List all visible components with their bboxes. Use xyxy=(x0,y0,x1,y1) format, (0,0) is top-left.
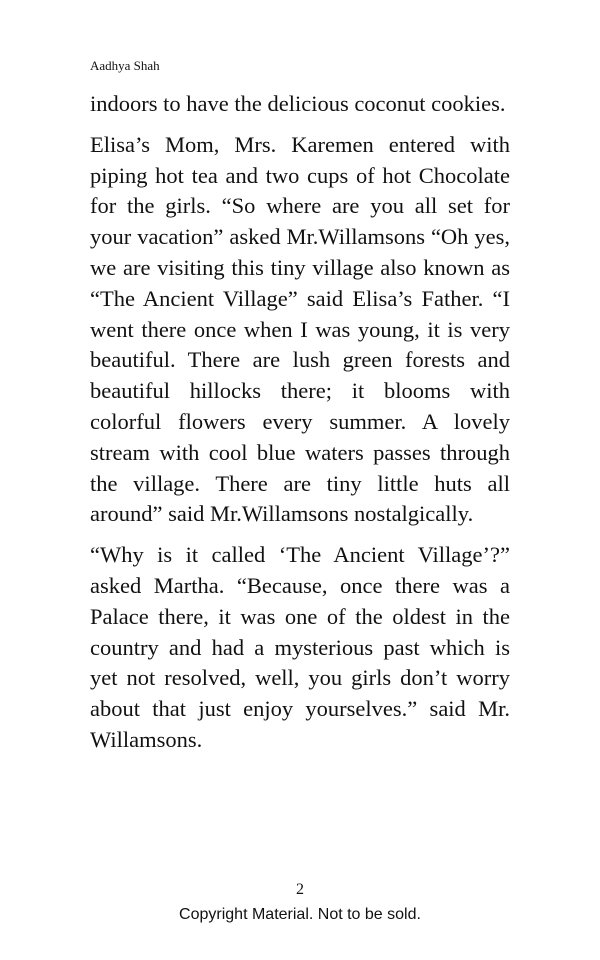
body-text xyxy=(90,89,510,766)
running-head-author: Aadhya Shah xyxy=(90,58,160,73)
paragraph: indoors to have the delicious coconut cookies. xyxy=(90,91,506,116)
paragraph: “Why is it called ‘The Ancient Village’?” asked Martha. “Because, once there was a Palace there, it was one of the oldest in the country and had a mysterious past which is yet not resolved, well, you girls don’t worry about that just enjoy yourselves.” said Mr. Willamsons. xyxy=(90,542,510,752)
page-number: 2 xyxy=(296,881,304,898)
copyright-notice: Copyright Material. Not to be sold. xyxy=(179,906,421,923)
paragraph: Elisa’s Mom, Mrs. Karemen entered with piping hot tea and two cups of hot Chocolate for the girls. “So where are you all set for your vacation” asked Mr.Willamsons “Oh yes, we are visiting this tiny village also known as “The Ancient Village” said Elisa’s Father. “I went there once when I was young, it is very beautiful. There are lush green forests and beautiful hillocks there; it blooms with colorful flowers every summer. A lovely stream with cool blue waters passes through the village. There are tiny little huts all around” said Mr.Willamsons nostalgically. xyxy=(90,131,510,527)
